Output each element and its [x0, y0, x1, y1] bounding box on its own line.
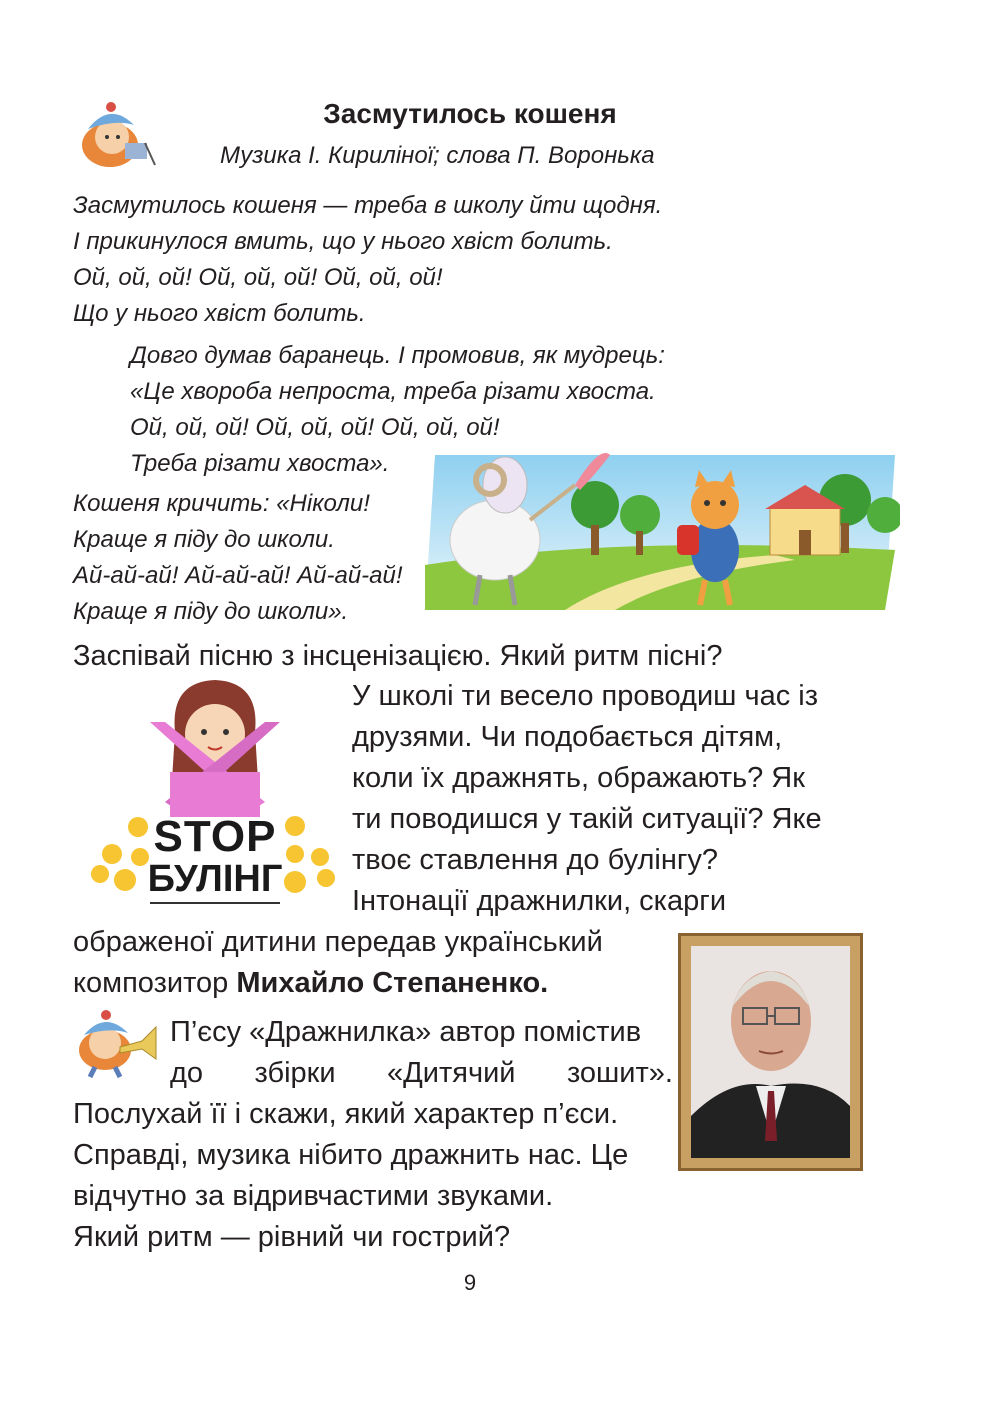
child-trumpet-icon	[70, 1005, 160, 1080]
text-line: твоє ставлення до булінгу?	[352, 844, 719, 876]
task-sing: Заспівай пісню з інсценізацією. Який ритм пісні?	[73, 640, 723, 672]
verse-line: Засмутилось кошеня — треба в школу йти щодня.	[73, 192, 663, 219]
song-title: Засмутилось кошеня	[323, 98, 617, 129]
bullying-sign-text: БУЛІНГ	[147, 858, 283, 900]
text-line: У школі ти весело проводиш час із	[352, 680, 819, 712]
piece-line-1: П’єсу «Дражнилка» автор помістив	[170, 1016, 642, 1048]
verse-line: Кошеня кричить: «Ніколи!	[73, 490, 370, 517]
verse-line: Довго думав баранець. І промовив, як мудрець:	[130, 342, 665, 369]
word: зошит».	[566, 1057, 673, 1089]
composer-line-1: Інтонації дражнилки, скарги	[352, 885, 727, 917]
sad-emoji-icons	[90, 812, 340, 912]
girl-crossed-arms-icon	[90, 672, 340, 822]
verse-line: І прикинулося вмить, що у нього хвіст болить.	[73, 228, 613, 255]
portrait-image	[691, 946, 850, 1158]
text-line: коли їх дражнять, ображають? Як	[352, 762, 805, 794]
text-line: відчутно за відривчастими звуками.	[73, 1180, 554, 1212]
verse-line: Краще я піду до школи.	[73, 526, 335, 553]
stop-bullying-illustration	[90, 672, 340, 912]
song-credits: Музика І. Кириліної; слова П. Воронька	[220, 142, 655, 169]
composer-line-3	[73, 963, 548, 1004]
verse-line: Краще я піду до школи».	[73, 598, 349, 625]
composer-prefix: композитор	[73, 967, 237, 999]
text-line: ти поводишся у такій ситуації? Яке	[352, 803, 822, 835]
piece-paragraph	[73, 1094, 628, 1258]
page-number: 9	[463, 1270, 477, 1295]
word: «Дитячий	[387, 1057, 516, 1089]
ram-and-kitten-illustration	[415, 445, 900, 615]
verse-line: «Це хвороба непроста, треба різати хвоста.	[130, 378, 656, 405]
verse-1	[73, 188, 662, 332]
verse-line: Ой, ой, ой! Ой, ой, ой! Ой, ой, ой!	[73, 264, 443, 291]
word: до	[170, 1057, 204, 1089]
bullying-question	[352, 676, 822, 881]
verse-line: Треба різати хвоста».	[130, 450, 390, 477]
text-line: Послухай її і скажи, який характер п’єси.	[73, 1098, 619, 1130]
composer-line-2: ображеної дитини передав український	[73, 926, 603, 958]
composer-name: Михайло Степаненко.	[236, 967, 549, 999]
text-line: Справді, музика нібито дражнить нас. Це	[73, 1139, 629, 1171]
piece-line-2	[170, 1053, 673, 1094]
verse-3	[73, 486, 403, 630]
text-line: Який ритм — рівний чи гострий?	[73, 1221, 511, 1253]
word: збірки	[254, 1057, 336, 1089]
stop-sign-text: STOP	[153, 812, 277, 861]
verse-line: Ай-ай-ай! Ай-ай-ай! Ай-ай-ай!	[73, 562, 403, 589]
verse-line: Що у нього хвіст болить.	[73, 300, 366, 327]
composer-portrait	[678, 933, 863, 1171]
verse-line: Ой, ой, ой! Ой, ой, ой! Ой, ой, ой!	[130, 414, 500, 441]
text-line: друзями. Чи подобається дітям,	[352, 721, 783, 753]
